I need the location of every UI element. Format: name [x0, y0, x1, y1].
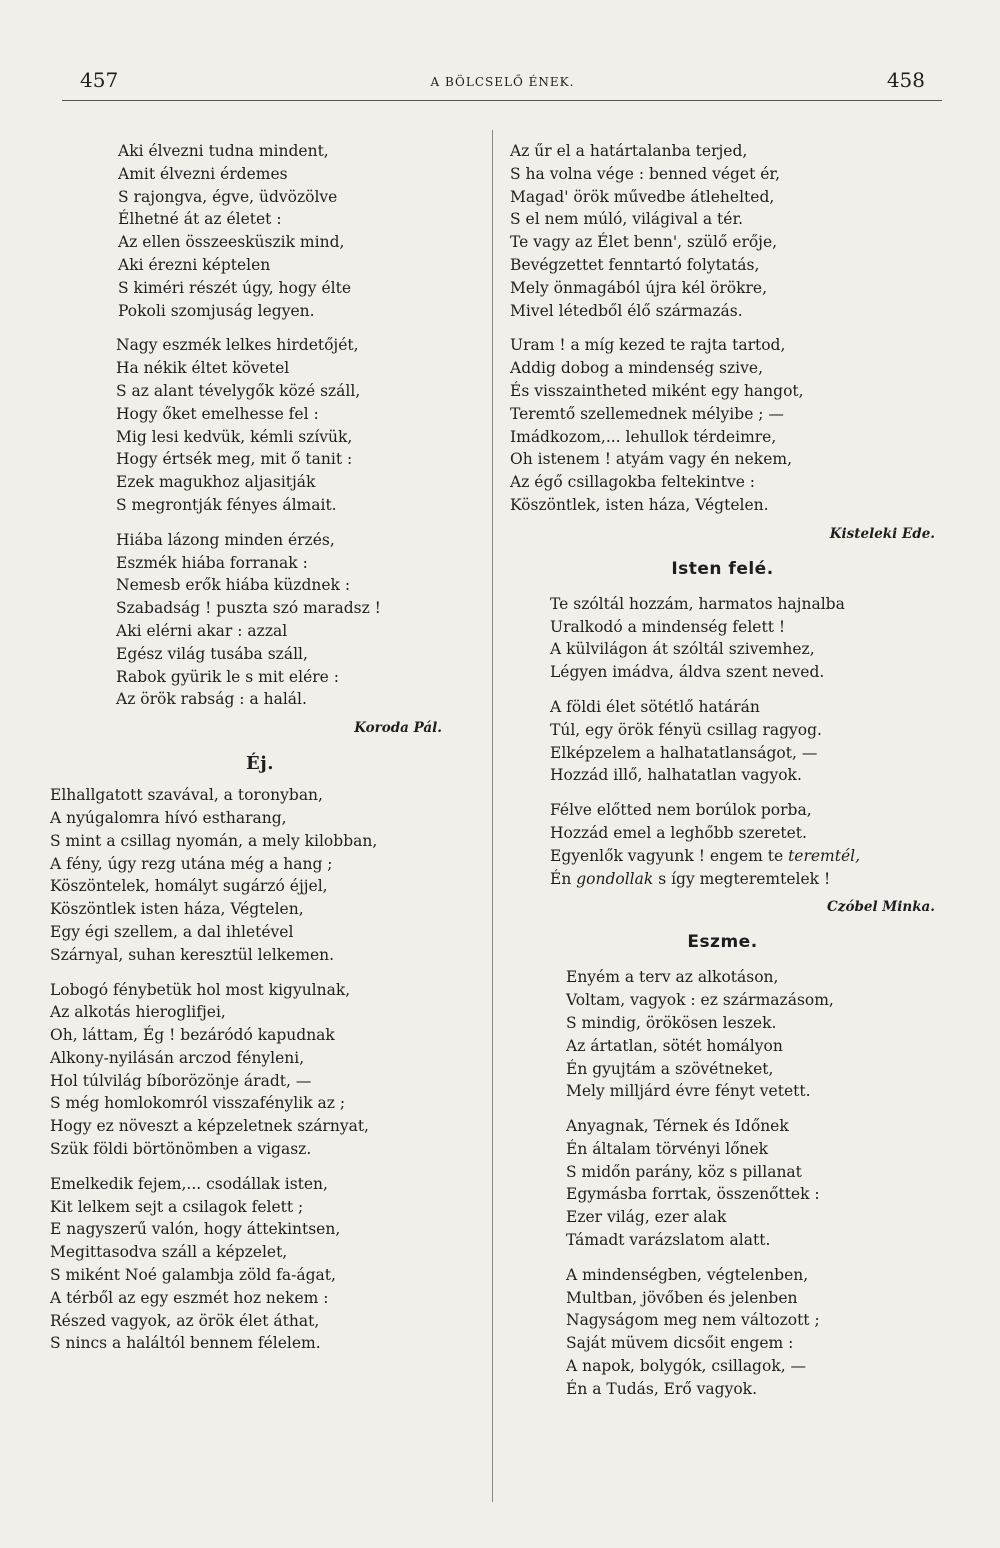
verse-line: Hozzád emel a leghőbb szeretet.: [550, 823, 807, 842]
author-signature: Koroda Pál.: [354, 720, 442, 737]
verse-line: Egymásba forrtak, összenőttek :: [566, 1185, 820, 1204]
stanza: [510, 1264, 935, 1401]
verse-line: Szárnyal, suhan keresztül lelkemen.: [50, 945, 335, 964]
stanza: [50, 979, 480, 1161]
verse-line: E nagyszerű valón, hogy áttekintsen,: [50, 1220, 341, 1239]
verse-line: Aki elérni akar : azzal: [116, 621, 288, 640]
verse-line: Hogy ez növeszt a képzeletnek szárnyat,: [50, 1117, 369, 1136]
verse-line: A nyúgalomra hívó estharang,: [50, 808, 287, 827]
verse-line: Te szóltál hozzám, harmatos hajnalba: [550, 594, 845, 613]
verse-line: A napok, bolygók, csillagok, —: [566, 1357, 807, 1376]
verse-line: Bevégzettet fenntartó folytatás,: [510, 255, 760, 274]
verse-line: Köszöntlek, isten háza, Végtelen.: [510, 495, 769, 514]
verse-line: Oh istenem ! atyám vagy én nekem,: [510, 450, 792, 469]
verse-line: A mindenségben, végtelenben,: [566, 1265, 809, 1284]
verse-line: Ha nékik éltet követel: [116, 359, 290, 378]
verse-line: Az alkotás hieroglifjei,: [50, 1003, 226, 1022]
verse-line: Rabok gyürik le s mit elére :: [116, 667, 339, 686]
verse-line: Oh, láttam, Ég ! bezáródó kapudnak: [50, 1026, 335, 1045]
verse-line: Az űr el a határtalanba terjed,: [510, 142, 748, 160]
verse-line: Anyagnak, Térnek és Időnek: [566, 1117, 789, 1136]
verse-line: Te vagy az Élet benn', szülő erője,: [510, 233, 778, 252]
verse-line: A földi élet sötétlő határán: [550, 697, 760, 716]
author-signature: Kisteleki Ede.: [829, 525, 935, 542]
verse-line: Túl, egy örök fényü csillag ragyog.: [550, 720, 822, 739]
verse-line: Szabadság ! puszta szó maradsz !: [116, 599, 381, 618]
verse-line: Pokoli szomjuság legyen.: [118, 301, 315, 320]
poem-title: Eszme.: [687, 932, 758, 953]
verse-line: Uralkodó a mindenség felett !: [550, 617, 786, 636]
page-number-left: 457: [80, 68, 119, 92]
page-number-right: 458: [886, 68, 925, 92]
verse-line: Mivel létedből élő származás.: [510, 301, 743, 320]
verse-line: Az örök rabság : a halál.: [116, 690, 307, 709]
verse-line: Emelkedik fejem,... csodállak isten,: [50, 1174, 328, 1193]
verse-line: Hogy őket emelhesse fel :: [116, 404, 319, 423]
stanza: [510, 696, 935, 787]
verse-line: Amit élvezni érdemes: [118, 164, 288, 183]
verse-line: Enyém a terv az alkotáson,: [566, 968, 779, 987]
italic-word: gondollak: [576, 869, 654, 888]
verse-line: Imádkozom,... lehullok térdeimre,: [510, 427, 777, 446]
verse-line: Szük földi börtönömben a vigasz.: [50, 1140, 312, 1159]
verse-line: Magad' örök művedbe átlehelted,: [510, 187, 775, 206]
verse-line: Köszöntlek isten háza, Végtelen,: [50, 900, 304, 919]
verse-line: Lobogó fénybetük hol most kigyulnak,: [50, 980, 351, 999]
verse-line: A fény, úgy rezg utána még a hang ;: [50, 854, 333, 873]
left-column: [50, 140, 480, 1367]
verse-line: Aki érezni képtelen: [118, 255, 271, 274]
verse-text: Egyenlők vagyunk ! engem te: [550, 846, 789, 865]
verse-line: S miként Noé galambja zöld fa-ágat,: [50, 1266, 336, 1285]
stanza: [50, 784, 480, 966]
stanza: [510, 1115, 935, 1252]
stanza: [50, 529, 480, 711]
verse-line: [510, 868, 935, 891]
verse-line: A térből az egy eszmét hoz nekem :: [50, 1288, 329, 1307]
verse-line: S az alant tévelygők közé száll,: [116, 381, 361, 400]
author-signature: Czóbel Minka.: [827, 899, 935, 916]
verse-line: Élhetné át az életet :: [118, 210, 282, 229]
verse-line: [510, 845, 935, 868]
verse-line: S ha volna vége : benned véget ér,: [510, 164, 781, 183]
verse-line: Mely milljárd évre fényt vetett.: [566, 1082, 811, 1101]
verse-line: Én a Tudás, Erő vagyok.: [566, 1379, 757, 1398]
verse-line: A külvilágon át szóltál szivemhez,: [550, 640, 815, 659]
verse-line: Hiába lázong minden érzés,: [116, 530, 335, 549]
verse-line: S el nem múló, világival a tér.: [510, 210, 744, 229]
verse-line: Multban, jövőben és jelenben: [566, 1288, 798, 1307]
verse-line: Én gyujtám a szövétneket,: [566, 1059, 774, 1078]
stanza: [50, 1173, 480, 1355]
stanza: [510, 799, 935, 890]
page-header: [80, 68, 925, 98]
verse-line: Alkony-nyilásán arczod fényleni,: [50, 1048, 305, 1067]
verse-line: S mint a csillag nyomán, a mely kilobban,: [50, 831, 378, 850]
verse-line: S kiméri részét úgy, hogy élte: [118, 278, 351, 297]
verse-line: S még homlokomról visszafénylik az ;: [50, 1094, 346, 1113]
verse-line: Ezer világ, ezer alak: [566, 1208, 727, 1227]
header-rule: [62, 100, 942, 101]
running-title: A BÖLCSELŐ ÉNEK.: [430, 75, 575, 89]
verse-line: Támadt varázslatom alatt.: [566, 1231, 771, 1250]
stanza: [50, 140, 480, 322]
verse-line: Az égő csillagokba feltekintve :: [510, 473, 756, 492]
verse-line: Saját müvem dicsőit engem :: [566, 1334, 794, 1353]
italic-word: teremtél,: [788, 846, 861, 865]
verse-line: Ezek magukhoz aljasitják: [116, 473, 316, 492]
verse-line: Nagy eszmék lelkes hirdetőjét,: [116, 336, 359, 355]
stanza: [510, 593, 935, 684]
stanza: [50, 334, 480, 516]
verse-line: Nagyságom meg nem változott ;: [566, 1311, 820, 1330]
verse-line: Félve előtted nem borúlok porba,: [550, 801, 812, 820]
verse-line: Köszöntelek, homályt sugárzó éjjel,: [50, 877, 328, 896]
verse-line: Elhallgatott szavával, a toronyban,: [50, 786, 323, 805]
verse-line: Mig lesi kedvük, kémli szívük,: [116, 427, 353, 446]
verse-line: Hogy értsék meg, mit ő tanit :: [116, 450, 353, 469]
verse-line: S midőn parány, köz s pillanat: [566, 1162, 802, 1181]
verse-line: Teremtő szellemednek mélyibe ; —: [510, 404, 784, 423]
verse-line: Voltam, vagyok : ez származásom,: [566, 991, 834, 1010]
verse-line: Az ellen összeesküszik mind,: [118, 233, 345, 252]
verse-line: Az ártatlan, sötét homályon: [566, 1036, 783, 1055]
verse-line: Aki élvezni tudna mindent,: [118, 142, 329, 160]
verse-line: Nemesb erők hiába küzdnek :: [116, 576, 351, 595]
stanza: [510, 140, 935, 322]
stanza: [510, 334, 935, 516]
verse-line: Eszmék hiába forranak :: [116, 553, 308, 572]
right-column: [510, 140, 935, 1413]
verse-line: És visszaintheted miként egy hangot,: [510, 381, 804, 400]
verse-line: S mindig, örökösen leszek.: [566, 1013, 777, 1032]
verse-text: s így megteremtelek !: [653, 869, 831, 888]
verse-text: Én: [550, 869, 577, 888]
column-divider: [492, 130, 493, 1502]
poem-title: Isten felé.: [671, 558, 774, 579]
verse-line: Hol túlvilág bíborözönje áradt, —: [50, 1071, 312, 1090]
verse-line: Én általam törvényi lőnek: [566, 1139, 769, 1158]
verse-line: Kit lelkem sejt a csilagok felett ;: [50, 1197, 304, 1216]
verse-line: S megrontják fényes álmait.: [116, 495, 337, 514]
verse-line: Megittasodva száll a képzelet,: [50, 1243, 288, 1262]
verse-line: Hozzád illő, halhatatlan vagyok.: [550, 766, 802, 785]
verse-line: Mely önmagából újra kél örökre,: [510, 278, 768, 297]
verse-line: S rajongva, égve, üdvözölve: [118, 187, 338, 206]
stanza: [510, 966, 935, 1103]
verse-line: Elképzelem a halhatatlanságot, —: [550, 743, 818, 762]
verse-line: Uram ! a míg kezed te rajta tartod,: [510, 336, 786, 355]
verse-line: Egész világ tusába száll,: [116, 644, 308, 663]
poem-title: Éj.: [246, 753, 274, 775]
verse-line: Légyen imádva, áldva szent neved.: [550, 663, 825, 682]
verse-line: Egy égi szellem, a dal ihletével: [50, 922, 294, 941]
verse-line: S nincs a haláltól bennem félelem.: [50, 1334, 321, 1353]
verse-line: Addig dobog a mindenség szive,: [510, 359, 763, 378]
verse-line: Részed vagyok, az örök élet áthat,: [50, 1311, 320, 1330]
